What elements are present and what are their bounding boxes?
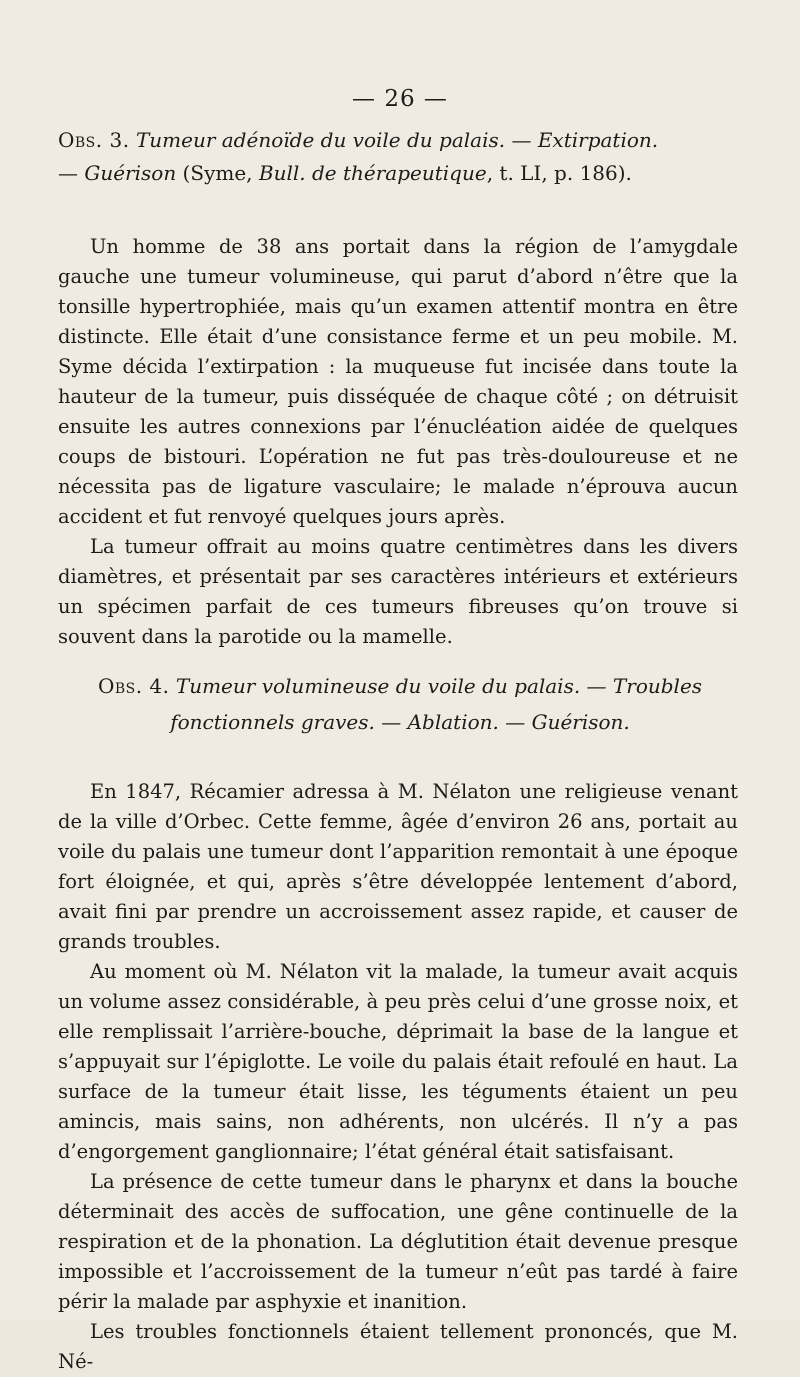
obs3-extirpation: Extirpation. xyxy=(537,128,659,152)
obs4-heading-line1 xyxy=(58,668,742,704)
obs3-heading xyxy=(58,124,740,190)
obs3-paragraph-1: Un homme de 38 ans portait dans la région de l’amygdale gauche une tumeur volumineuse, qui parut d’abord n’être que la tonsille hypertrophiée, mais qu’un examen attentif montra en être distincte. Elle était d’une consistance ferme et un peu mobile. M. Syme décida l’extirpation : la muqueuse fut incisée dans toute la hauteur de la tumeur, puis disséquée de chaque côté ; on détruisit ensuite les autres connexions par l’énucléation aidée de quelques coups de bistouri. L’opération ne fut pas très-douloureuse et ne nécessita pas de ligature vasculaire; le malade n’éprouva aucun accident et fut renvoyé quelques jours après. xyxy=(58,235,738,528)
obs3-guerison: Guérison xyxy=(84,161,177,185)
obs4-title-line1: Tumeur volumineuse du voile du palais. — Troubles xyxy=(175,674,703,698)
obs3-source-prefix: (Syme, xyxy=(176,161,259,185)
obs4-label: Obs. 4. xyxy=(97,674,170,698)
obs4-title-line2: fonctionnels graves. — Ablation. — Guérison. xyxy=(170,710,630,734)
obs3-journal: Bull. de thérapeutique xyxy=(258,161,487,185)
obs3-body xyxy=(58,232,738,652)
page-number: — 26 — xyxy=(352,86,448,112)
obs3-paragraph-2: La tumeur offrait au moins quatre centimètres dans les divers diamètres, et présentait par ses caractères intérieurs et extérieurs un spécimen parfait de ces tumeurs fibreuses qu’on trouve si souvent dans la parotide ou la mamelle. xyxy=(58,535,738,648)
obs4-body xyxy=(58,777,738,1377)
obs4-paragraph-2: Au moment où M. Nélaton vit la malade, la tumeur avait acquis un volume assez considérable, à peu près celui d’une grosse noix, et elle remplissait l’arrière-bouche, déprimait la base de la langue et s’appuyait sur l’épiglotte. Le voile du palais était refoulé en haut. La surface de la tumeur était lisse, les téguments étaient un peu amincis, mais sains, non adhérents, non ulcérés. Il n’y a pas d’engorgement ganglionnaire; l’état général était satisfaisant. xyxy=(58,960,738,1163)
obs4-paragraph-1: En 1847, Récamier adressa à M. Nélaton une religieuse venant de la ville d’Orbec. Cette femme, âgée d’environ 26 ans, portait au voile du palais une tumeur dont l’apparition remontait à une époque fort éloignée, et qui, après s’être développée lentement d’abord, avait fini par prendre un accroissement assez rapide, et causer de grands troubles. xyxy=(58,780,738,953)
obs3-separator: — xyxy=(505,128,538,152)
obs4-heading xyxy=(58,668,742,740)
obs4-paragraph-4: Les troubles fonctionnels étaient tellement prononcés, que M. Né- xyxy=(58,1320,738,1373)
obs3-heading-line1 xyxy=(58,124,740,157)
obs3-label: Obs. 3. xyxy=(58,128,130,152)
obs3-title: Tumeur adénoïde du voile du palais. xyxy=(135,128,506,152)
obs4-paragraph-3: La présence de cette tumeur dans le pharynx et dans la bouche déterminait des accès de suffocation, une gêne continuelle de la respiration et de la phonation. La déglutition était devenue presque impossible et l’accroissement de la tumeur n’eût pas tardé à faire périr la malade par asphyxie et inanition. xyxy=(58,1170,738,1313)
obs3-separator-2: — xyxy=(58,161,85,185)
obs3-heading-line2 xyxy=(58,157,740,190)
obs3-source-suffix: , t. LI, p. 186). xyxy=(486,161,632,185)
